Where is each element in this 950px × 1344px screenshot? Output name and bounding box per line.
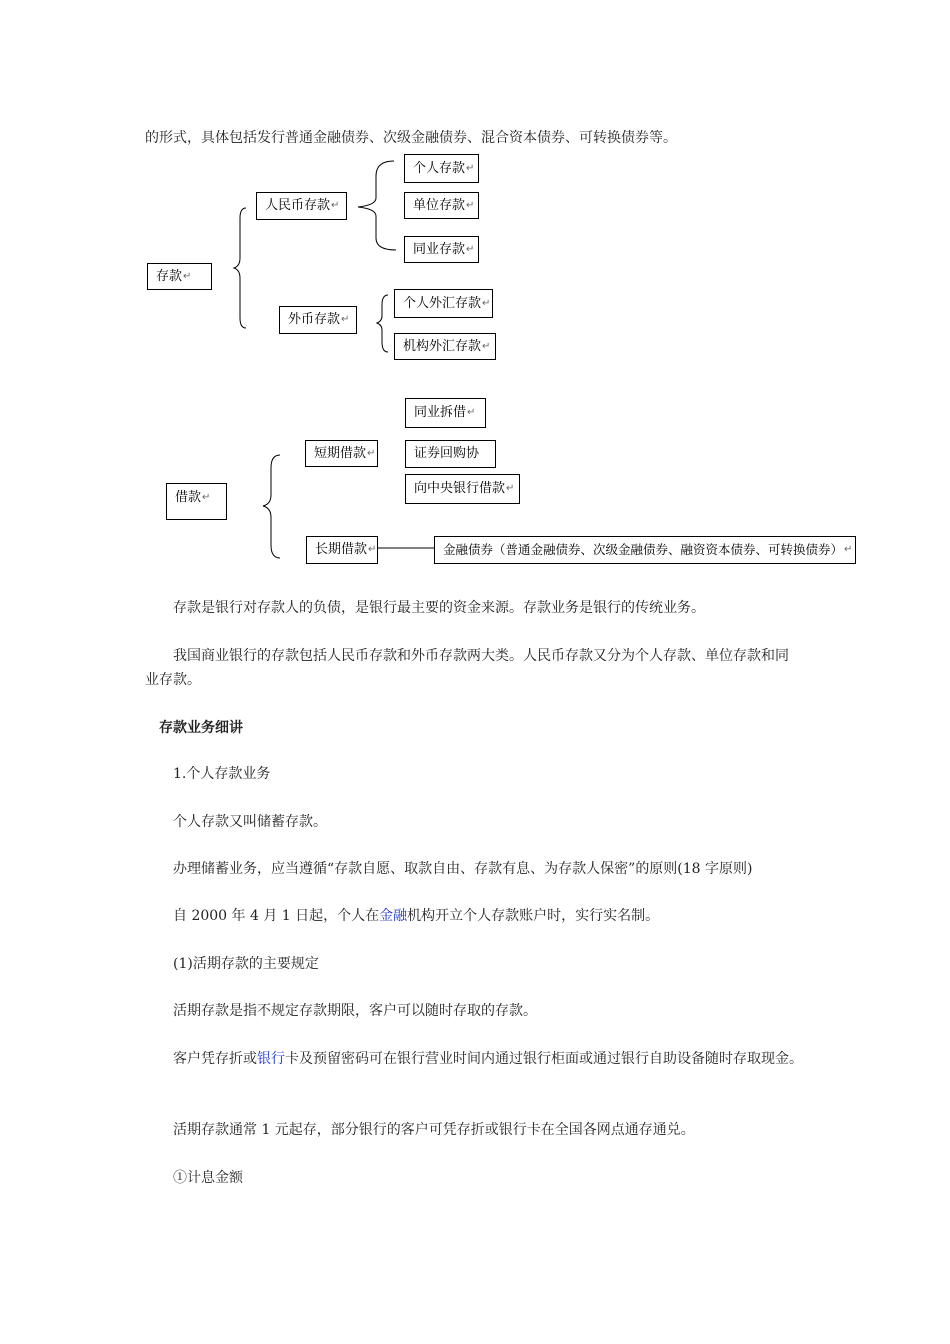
paragraph-savings: 个人存款又叫储蓄存款。 xyxy=(173,814,327,830)
paragraph-deposit-types-line2: 业存款。 xyxy=(145,672,201,688)
personal-deposit-box: 个人存款 ↵ xyxy=(404,154,479,183)
intro-line: 的形式，具体包括发行普通金融债券、次级金融债券、混合资本债券、可转换债券等。 xyxy=(145,130,677,146)
subsection-demand-deposit: (1)活期存款的主要规定 xyxy=(173,956,319,972)
personal-fx-deposit-box: 个人外汇存款 ↵ xyxy=(394,289,493,318)
long-term-borrow-box: 长期借款 ↵ xyxy=(306,536,378,564)
fx-deposit-box: 外币存款 ↵ xyxy=(279,306,357,334)
paragraph-deposit-types-line1: 我国商业银行的存款包括人民币存款和外币存款两大类。人民币存款又分为个人存款、单位存款和同 xyxy=(173,648,789,664)
unit-deposit-box: 单位存款 ↵ xyxy=(404,192,479,219)
paragraph-demand-definition: 活期存款是指不规定存款期限，客户可以随时存取的存款。 xyxy=(173,1003,537,1019)
paragraph-minimum-deposit: 活期存款通常 1 元起存，部分银行的客户可凭存折或银行卡在全国各网点通存通兑。 xyxy=(173,1122,695,1138)
rmb-deposit-box: 人民币存款 ↵ xyxy=(256,192,347,220)
deposit-root-box: 存款 ↵ xyxy=(147,263,212,290)
paragraph-deposit-definition: 存款是银行对存款人的负债，是银行最主要的资金来源。存款业务是银行的传统业务。 xyxy=(173,600,705,616)
brace-borrow-root xyxy=(263,455,280,558)
subsection-interest-amount: ①计息金额 xyxy=(173,1170,243,1186)
short-term-borrow-box: 短期借款 ↵ xyxy=(305,440,378,467)
central-bank-borrow-box: 向中央银行借款 ↵ xyxy=(405,474,520,504)
paragraph-withdrawal: 客户凭存折或银行卡及预留密码可在银行营业时间内通过银行柜面或通过银行自助设备随时存取现金。 xyxy=(173,1051,803,1067)
finance-link[interactable]: 金融 xyxy=(379,908,408,924)
interbank-lending-box: 同业拆借 ↵ xyxy=(405,398,486,428)
paragraph-real-name: 自 2000 年 4 月 1 日起，个人在金融机构开立个人存款账户时，实行实名制。 xyxy=(173,908,660,924)
section-heading: 存款业务细讲 xyxy=(159,720,243,736)
brace-fx xyxy=(377,295,388,352)
brace-deposit-root xyxy=(234,208,246,328)
interbank-deposit-box: 同业存款 ↵ xyxy=(404,236,479,263)
subsection-personal-deposit: 1.个人存款业务 xyxy=(173,766,271,782)
paragraph-principles: 办理储蓄业务，应当遵循“存款自愿、取款自由、存款有息、为存款人保密”的原则(18 字原则) xyxy=(173,861,753,877)
borrow-root-box: 借款 ↵ xyxy=(166,483,227,520)
institution-fx-deposit-box: 机构外汇存款 ↵ xyxy=(394,333,496,360)
brace-rmb xyxy=(358,161,396,250)
repo-agreement-box: 证券回购协 xyxy=(405,440,496,468)
financial-bond-box: 金融债券（普通金融债券、次级金融债券、融资资本债券、可转换债券） ↵ xyxy=(434,536,856,564)
bank-link[interactable]: 银行 xyxy=(257,1051,285,1067)
